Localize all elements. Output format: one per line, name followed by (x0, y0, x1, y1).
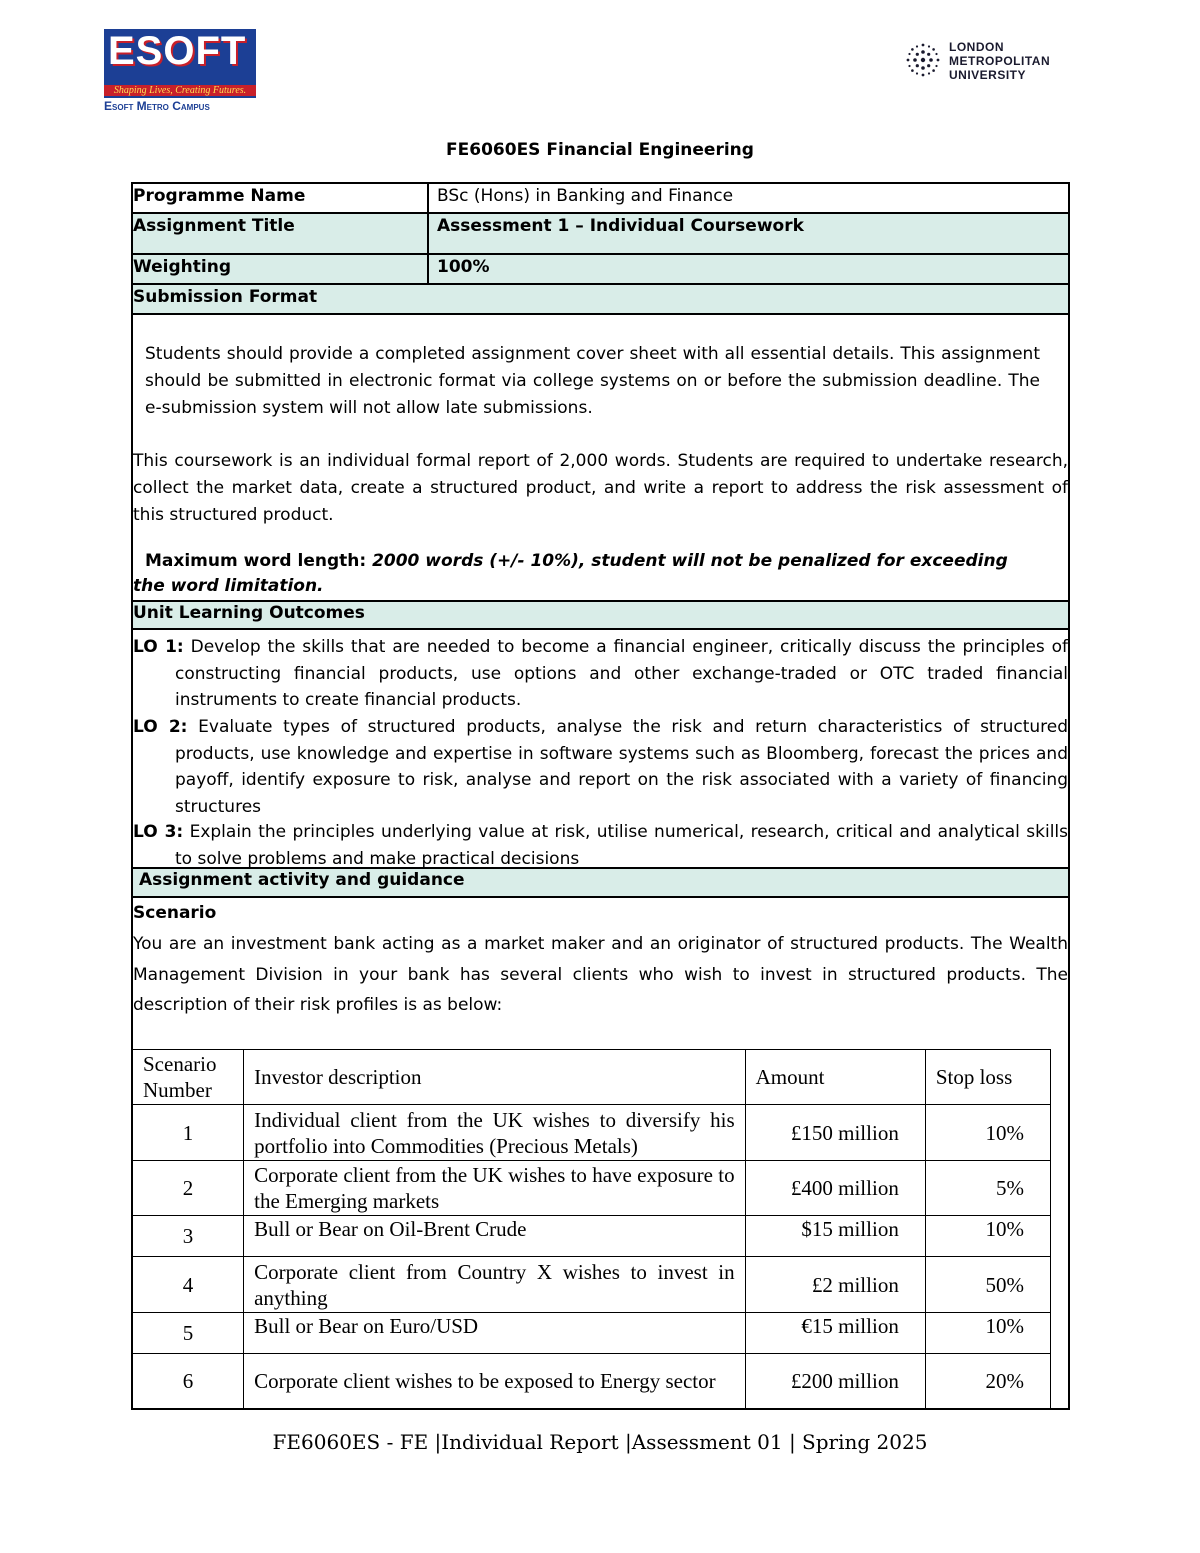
amount: €15 million (745, 1313, 925, 1354)
header-scenario-number: Scenario Number (133, 1050, 244, 1105)
scenario-number: 6 (133, 1354, 244, 1409)
lo-text: Evaluate types of structured products, analyse the risk and return characteristics of structured products, use knowledge and expertise in software systems such as Bloomberg, forecast the prices and payoff, identify exposure to risk, analyse and report on the risk associated with a variety of financing structures (175, 717, 1069, 817)
assignment-title-value: Assessment 1 – Individual Coursework (437, 216, 804, 236)
scenario-text: You are an investment bank acting as a market maker and an originator of structured products. The Wealth Management Division in your bank has several clients who wish to invest in structured products. The description of their risk profiles is as below: (133, 934, 1068, 1015)
stop-loss: 10% (925, 1216, 1050, 1257)
investor-description: Corporate client from the UK wishes to have exposure to the Emerging markets (244, 1161, 746, 1216)
lmu-line: UNIVERSITY (949, 68, 1027, 82)
esoft-logo-word: ESOFT (108, 29, 247, 73)
lo-code: LO 2: (133, 717, 188, 737)
investor-description: Individual client from the UK wishes to diversify his portfolio into Commodities (Precious Metals) (244, 1105, 746, 1161)
programme-label: Programme Name (133, 184, 429, 212)
table-row (133, 1354, 1051, 1409)
weighting-value: 100% (437, 257, 490, 277)
table-row (133, 1216, 1051, 1257)
esoft-tagline: Shaping Lives, Creating Futures. (104, 85, 256, 96)
scenario-label: Scenario (133, 903, 217, 923)
lmu-logo (903, 40, 1073, 84)
guidance-heading: Assignment activity and guidance (133, 869, 1068, 898)
header-investor-description: Investor description (244, 1050, 746, 1105)
assignment-title-label: Assignment Title (133, 214, 429, 253)
table-row (133, 1161, 1051, 1216)
amount: $15 million (745, 1216, 925, 1257)
scenario-number: 5 (133, 1313, 244, 1354)
investor-description: Bull or Bear on Euro/USD (244, 1313, 746, 1354)
table-header-row (133, 1050, 1051, 1105)
amount: £150 million (745, 1105, 925, 1161)
scenario-number: 4 (133, 1257, 244, 1313)
scenario-table (132, 1049, 1051, 1409)
lo-text: Develop the skills that are needed to become a financial engineer, critically discuss the principles of constructing financial products, use options and other exchange-traded or OTC traded financial instruments to create financial products. (175, 637, 1068, 710)
lmu-wordmark (949, 40, 1050, 82)
table-row (133, 1313, 1051, 1354)
amount: £200 million (745, 1354, 925, 1409)
submission-paragraph-2: This coursework is an individual formal report of 2,000 words. Students are required to undertake research, collect the market data, create a structured product, and write a report to address the risk assessment of this structured product. (133, 451, 1068, 525)
learning-outcomes-heading: Unit Learning Outcomes (133, 602, 1068, 630)
lo-text: Explain the principles underlying value at risk, utilise numerical, research, critical and analytical skills to solve problems and make practical decisions (175, 822, 1068, 869)
investor-description: Corporate client from Country X wishes to invest in anything (244, 1257, 746, 1313)
stop-loss: 10% (925, 1313, 1050, 1354)
learning-outcome-item (133, 714, 1068, 820)
amount: £2 million (745, 1257, 925, 1313)
stop-loss: 5% (925, 1161, 1050, 1216)
amount: £400 million (745, 1161, 925, 1216)
submission-format-heading: Submission Format (133, 285, 1068, 315)
submission-format-body (133, 315, 1068, 602)
lo-code: LO 3: (133, 822, 184, 842)
scenario-number: 2 (133, 1161, 244, 1216)
scenario-number: 1 (133, 1105, 244, 1161)
table-row (133, 1257, 1051, 1313)
weighting-row (133, 255, 1068, 285)
scenario-number: 3 (133, 1216, 244, 1257)
table-row (133, 1105, 1051, 1161)
investor-description: Bull or Bear on Oil-Brent Crude (244, 1216, 746, 1257)
assignment-title-row (133, 214, 1068, 255)
stop-loss: 20% (925, 1354, 1050, 1409)
investor-description: Corporate client wishes to be exposed to Energy sector (244, 1354, 746, 1409)
submission-paragraph-1: Students should provide a completed assignment cover sheet with all essential details. This assignment should be submitted in electronic format via college systems on or before the submission deadline. The e-submission system will not allow late submissions. (145, 344, 1040, 418)
stop-loss: 10% (925, 1105, 1050, 1161)
max-word-length (133, 549, 1028, 599)
max-word-length-label: Maximum word length: (145, 551, 373, 571)
max-word-length-value: 2000 words (+/- 10%), student will not be penalized for exceeding the word limitation. (133, 551, 1008, 596)
learning-outcomes-body (133, 630, 1068, 869)
programme-value: BSc (Hons) in Banking and Finance (437, 186, 734, 206)
header-stop-loss: Stop loss (925, 1050, 1050, 1105)
learning-outcome-item (133, 634, 1068, 714)
lo-code: LO 1: (133, 637, 184, 657)
page-footer: FE6060ES - FE |Individual Report |Assessment 01 | Spring 2025 (272, 1430, 928, 1454)
lmu-line: METROPOLITAN (949, 54, 1051, 68)
lmu-dots-icon (903, 40, 943, 80)
page-title: FE6060ES Financial Engineering (446, 140, 754, 160)
stop-loss: 50% (925, 1257, 1050, 1313)
learning-outcome-item (133, 819, 1068, 872)
programme-row (133, 184, 1068, 214)
weighting-label: Weighting (133, 255, 429, 283)
esoft-logo (104, 29, 256, 113)
esoft-logo-box (104, 29, 256, 98)
esoft-campus-name: Esoft Metro Campus (104, 99, 210, 113)
header-amount: Amount (745, 1050, 925, 1105)
lmu-line: LONDON (949, 40, 1004, 54)
